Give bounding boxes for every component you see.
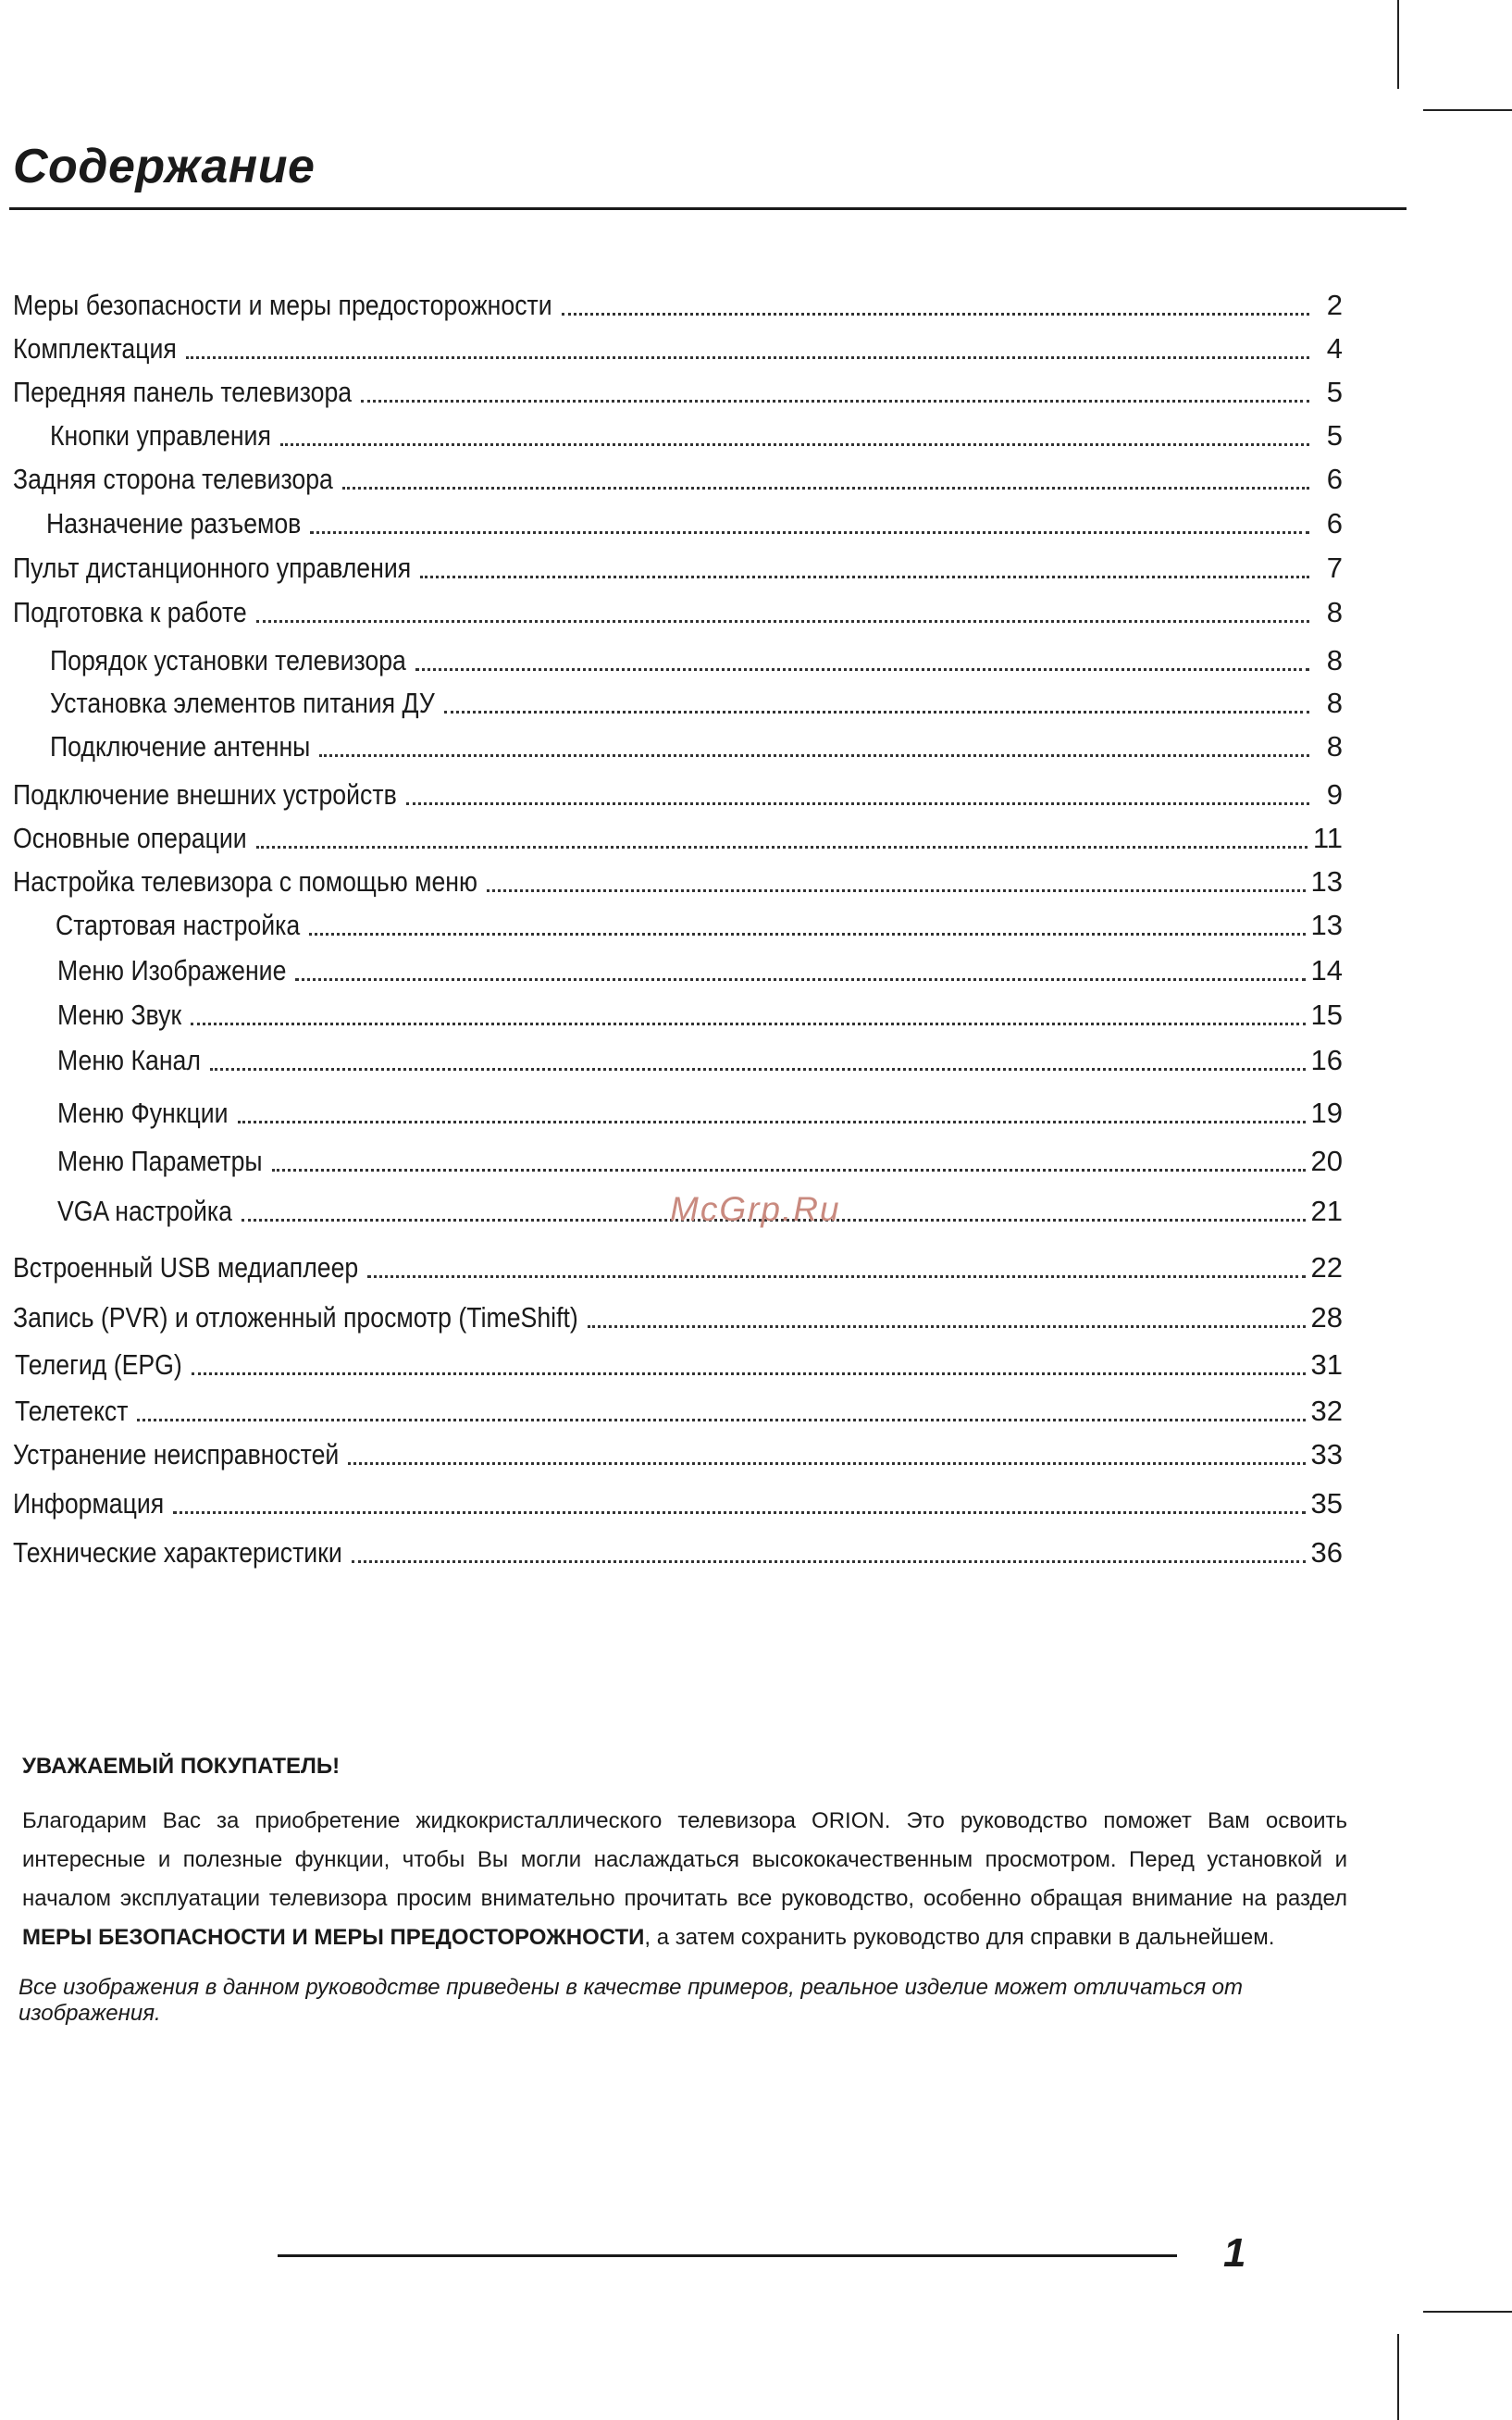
notice-body-start: Благодарим Вас за приобретение жидкокристаллического телевизора ORION. Это руководство поможет Вам освоить интересные и полезные функции, чтобы Вы могли наслаждаться высококачественным просмотром. Перед установкой и началом эксплуатации телевизора просим внимательно прочитать все руководство, особенно обращая внимание на раздел	[22, 1808, 1347, 1911]
toc-dot-leader	[487, 889, 1306, 892]
toc-entry-title: Стартовая настройка	[56, 909, 301, 941]
toc-dot-leader	[562, 313, 1309, 316]
toc-entry[interactable]	[57, 1089, 1343, 1130]
toc-entry[interactable]	[57, 991, 1343, 1032]
toc-entry-title: Порядок установки телевизора	[50, 644, 406, 676]
toc-dot-leader	[420, 576, 1309, 578]
toc-entry[interactable]	[50, 412, 1343, 453]
toc-entry[interactable]	[50, 723, 1343, 763]
toc-entry-page: 21	[1310, 1195, 1343, 1227]
toc-entry-page: 6	[1326, 507, 1343, 540]
toc-dot-leader	[319, 754, 1309, 757]
toc-entry[interactable]	[13, 589, 1343, 629]
toc-dot-leader	[342, 487, 1309, 490]
toc-entry-page: 4	[1326, 332, 1343, 365]
toc-entry-title: Встроенный USB медиаплеер	[13, 1251, 359, 1284]
toc-entry[interactable]	[57, 1137, 1343, 1178]
toc-entry-page: 8	[1326, 644, 1343, 676]
image-disclaimer: Все изображения в данном руководстве приведены в качестве примеров, реальное изделие может отличаться от изображения.	[19, 1975, 1244, 2026]
toc-entry-page: 5	[1326, 376, 1343, 408]
toc-entry[interactable]	[13, 1294, 1343, 1334]
toc-dot-leader	[444, 711, 1309, 714]
page-number: 1	[1223, 2230, 1246, 2276]
toc-entry-title: Меню Параметры	[57, 1145, 263, 1177]
toc-entry[interactable]	[13, 1529, 1343, 1570]
toc-entry-page: 8	[1326, 596, 1343, 628]
toc-entry-title: Пульт дистанционного управления	[13, 552, 412, 584]
toc-entry[interactable]	[15, 1341, 1343, 1382]
toc-dot-leader	[280, 443, 1309, 446]
toc-entry-title: Меню Канал	[57, 1044, 201, 1076]
toc-entry[interactable]	[57, 947, 1343, 987]
notice-body	[22, 1802, 1347, 1957]
toc-entry[interactable]	[13, 368, 1343, 409]
toc-entry[interactable]	[15, 1387, 1343, 1428]
toc-dot-leader	[415, 668, 1309, 671]
toc-entry-title: Подготовка к работе	[13, 596, 247, 628]
toc-entry-title: Меню Изображение	[57, 954, 287, 987]
toc-entry-page: 11	[1312, 822, 1343, 854]
crop-mark-bottom-horizontal	[1423, 2311, 1512, 2313]
toc-entry-title: Кнопки управления	[50, 419, 271, 452]
toc-entry-page: 8	[1326, 730, 1343, 763]
toc-entry-page: 31	[1310, 1348, 1343, 1381]
toc-entry-page: 14	[1310, 954, 1343, 987]
toc-entry-title: Меры безопасности и меры предосторожности	[13, 289, 552, 321]
toc-entry-page: 7	[1326, 552, 1343, 584]
toc-entry-page: 13	[1310, 909, 1343, 941]
toc-dot-leader	[210, 1068, 1306, 1071]
notice-body-end: , а затем сохранить руководство для справки в дальнейшем.	[644, 1925, 1275, 1950]
toc-entry[interactable]	[46, 500, 1343, 540]
footer-rule	[278, 2254, 1177, 2257]
toc-entry-page: 5	[1326, 419, 1343, 452]
title-rule	[9, 207, 1407, 210]
toc-dot-leader	[191, 1023, 1305, 1025]
crop-mark-top-vertical	[1397, 0, 1399, 89]
toc-dot-leader	[173, 1511, 1305, 1514]
toc-entry-page: 8	[1326, 687, 1343, 719]
toc-dot-leader	[295, 978, 1305, 981]
toc-entry-title: Комплектация	[13, 332, 177, 365]
toc-entry[interactable]	[13, 858, 1343, 899]
toc-entry-page: 6	[1326, 463, 1343, 495]
toc-dot-leader	[186, 356, 1309, 359]
toc-entry[interactable]	[13, 1244, 1343, 1284]
toc-entry[interactable]	[13, 771, 1343, 812]
toc-entry-title: Телетекст	[15, 1395, 129, 1427]
toc-entry-page: 28	[1310, 1301, 1343, 1334]
toc-dot-leader	[588, 1325, 1306, 1328]
toc-entry[interactable]	[13, 544, 1343, 585]
toc-entry[interactable]	[13, 1480, 1343, 1520]
toc-dot-leader	[309, 933, 1305, 936]
toc-entry[interactable]	[50, 679, 1343, 720]
toc-entry-title: Устранение неисправностей	[13, 1438, 340, 1471]
toc-entry-page: 33	[1310, 1438, 1343, 1471]
toc-entry[interactable]	[50, 637, 1343, 677]
toc-dot-leader	[310, 531, 1309, 534]
customer-notice	[22, 1754, 1347, 1957]
watermark: McGrp.Ru	[670, 1190, 841, 1228]
toc-entry-title: Технические характеристики	[13, 1536, 342, 1569]
toc-dot-leader	[361, 400, 1309, 403]
page-title: Содержание	[13, 140, 316, 193]
toc-entry-title: Передняя панель телевизора	[13, 376, 353, 408]
toc-dot-leader	[137, 1419, 1305, 1421]
toc-entry-page: 20	[1310, 1145, 1343, 1177]
toc-entry-title: Задняя сторона телевизора	[13, 463, 333, 495]
notice-heading: УВАЖАЕМЫЙ ПОКУПАТЕЛЬ!	[22, 1754, 341, 1779]
toc-dot-leader	[406, 802, 1309, 805]
toc-entry[interactable]	[13, 814, 1343, 855]
toc-entry-title: Установка элементов питания ДУ	[50, 687, 435, 719]
toc-entry[interactable]	[13, 325, 1343, 366]
toc-entry[interactable]	[13, 1431, 1343, 1471]
toc-entry-page: 2	[1326, 289, 1343, 321]
toc-dot-leader	[352, 1560, 1306, 1563]
toc-entry-page: 19	[1310, 1097, 1343, 1129]
toc-entry-page: 22	[1310, 1251, 1343, 1284]
toc-entry-title: Информация	[13, 1487, 165, 1520]
toc-entry-title: Назначение разъемов	[46, 507, 302, 540]
toc-entry-title: Запись (PVR) и отложенный просмотр (TimeShift)	[13, 1301, 578, 1334]
toc-dot-leader	[256, 620, 1309, 623]
toc-entry-page: 32	[1310, 1395, 1343, 1427]
toc-dot-leader	[256, 846, 1308, 849]
toc-entry-title: Подключение антенны	[50, 730, 311, 763]
crop-mark-top-horizontal	[1423, 109, 1512, 111]
toc-entry[interactable]	[56, 901, 1343, 942]
toc-entry-page: 16	[1310, 1044, 1343, 1076]
notice-body-bold: МЕРЫ БЕЗОПАСНОСТИ И МЕРЫ ПРЕДОСТОРОЖНОСТИ	[22, 1925, 645, 1950]
crop-mark-bottom-vertical	[1397, 2334, 1399, 2420]
toc-entry-title: Подключение внешних устройств	[13, 778, 397, 811]
toc-entry[interactable]	[13, 281, 1343, 322]
toc-entry-title: VGA настройка	[57, 1195, 232, 1227]
toc-entry-page: 9	[1326, 778, 1343, 811]
toc-entry-title: Настройка телевизора с помощью меню	[13, 865, 478, 898]
toc-entry-page: 15	[1310, 999, 1343, 1031]
toc-dot-leader	[238, 1121, 1306, 1123]
toc-entry-page: 36	[1310, 1536, 1343, 1569]
toc-entry-title: Основные операции	[13, 822, 247, 854]
toc-dot-leader	[192, 1372, 1306, 1375]
toc-entry-title: Меню Функции	[57, 1097, 229, 1129]
toc-entry-page: 35	[1310, 1487, 1343, 1520]
toc-dot-leader	[367, 1275, 1305, 1278]
toc-entry-title: Меню Звук	[57, 999, 182, 1031]
toc-entry-title: Телегид (EPG)	[15, 1348, 182, 1381]
toc-entry[interactable]	[57, 1036, 1343, 1077]
toc-entry-page: 13	[1310, 865, 1343, 898]
toc-entry[interactable]	[13, 455, 1343, 496]
toc-dot-leader	[348, 1462, 1305, 1465]
toc-dot-leader	[272, 1169, 1306, 1172]
